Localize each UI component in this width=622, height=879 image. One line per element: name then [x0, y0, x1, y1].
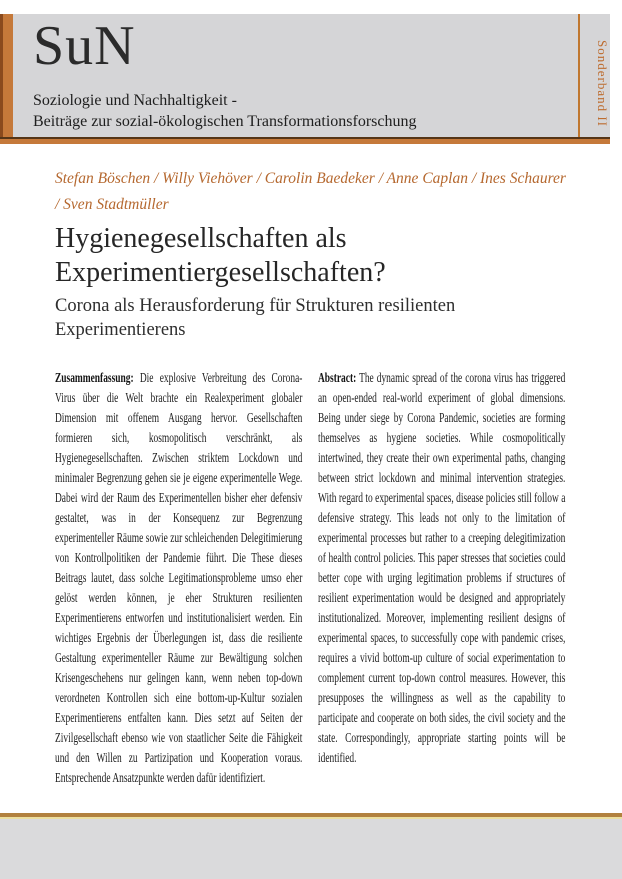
- journal-subtitle-line2: Beiträge zur sozial-ökologischen Transformationsforschung: [33, 113, 417, 130]
- masthead: [13, 14, 610, 137]
- abstract-english-text: The dynamic spread of the corona virus has triggered an open-ended real-world experiment of global dimensions. Being under siege by Corona Pandemic, societies are forming themselves as hygiene societies. While cosmopolitically intertwined, they create their own experimental paths, changing between strict lockdown and minimal intervention strategies. With regard to experimental spaces, disease policies still follow a defensive strategy. This leads not only to the limitation of experimental processes but rather to a creeping delegitimization of health control policies. This paper stresses that societies could better cope with urging legitimation problems if structures of resilient experimentation would be designed and appropriately institutionalized. Moreover, implementing resilient designs of experimental spaces, to successfully cope with pandemic crises, requires a vivid bottom-up culture of social experimentation to complement current top-down control measures. However, this presupposes the willingness as well as the capability to participate and cooperate on both sides, the civil society and the state. Correspondingly, appropriate starting points will be identified.: [318, 370, 566, 765]
- journal-subtitle-line1: Soziologie und Nachhaltigkeit -: [33, 92, 237, 109]
- article-title: Hygienegesellschaften als Experimentiergesellschaften?: [55, 223, 386, 288]
- abstract-german-text: Die explosive Verbreitung des Corona-Virus über die Welt brachte ein Realexperiment globaler Dimension mit offenem Ausgang hervor. Gesellschaften formieren sich, kosmopolitisch verschränkt, als Hygienegesellschaften. Zwischen striktem Lockdown und minimaler Begrenzung gehen sie je eigene experimentelle Wege. Dabei wird der Raum des Experimentellen bisher eher defensiv gestaltet, was in der Konsequenz zur Begrenzung experimenteller Räume sowie zur schleichenden Delegitimierung von Kontrollpolitiken der Pandemie führt. Die These dieses Beitrags lautet, dass solche Legitimationsprobleme umso eher gelöst werden können, je eher Strukturen resilienten Experimentierens entworfen und institutionalisiert werden. Ein wichtiges Ergebnis der Überlegungen ist, dass die resiliente Gestaltung experimenteller Räume zur Bewältigung solchen Krisengeschehens nur gelingen kann, wenn neben top-down verordneten Kontrollen sich eine bottom-up-Kultur sozialen Experimentierens entfalten kann. Dies setzt auf Seiten der Zivilgesellschaft ebenso wie von staatlicher Seite die Fähigkeit und den Willen zu Partizipation und Kooperation voraus. Entsprechende Ansatzpunkte werden dafür identifiziert.: [55, 370, 303, 785]
- abstract-english-column: [318, 368, 565, 768]
- masthead-rule: [0, 137, 610, 144]
- abstract-german-column: [55, 368, 302, 788]
- volume-label: Sonderband II: [595, 39, 610, 127]
- abstract-german-label: Zusammenfassung:: [55, 370, 134, 385]
- abstract-english-label: Abstract:: [318, 370, 357, 385]
- abstract-english: [318, 368, 565, 768]
- masthead-accent-bar: [0, 14, 13, 137]
- footer-band: [0, 819, 622, 879]
- author-line: Stefan Böschen / Willy Viehöver / Carolin Baedeker / Anne Caplan / Ines Schaurer / Sven Stadtmüller: [55, 170, 566, 213]
- journal-logo: SuN: [33, 15, 136, 77]
- abstract-german: [55, 368, 302, 788]
- article-subtitle: Corona als Herausforderung für Strukturen resilienten Experimentierens: [55, 296, 456, 340]
- spine-divider: [578, 14, 580, 137]
- journal-subtitle: [33, 90, 493, 132]
